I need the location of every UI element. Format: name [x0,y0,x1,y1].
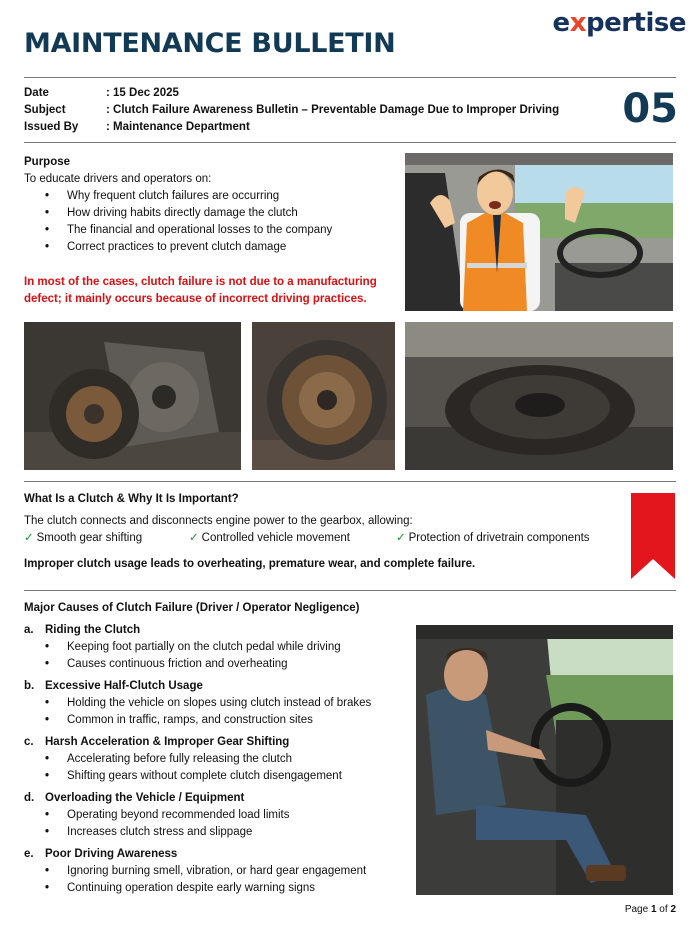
clutch-intro: The clutch connects and disconnects engine power to the gearbox, allowing: [24,515,413,527]
subject-value: : Clutch Failure Awareness Bulletin – Preventable Damage Due to Improper Driving [106,104,560,116]
list-item: • Keeping foot partially on the clutch pedal while driving [24,639,409,656]
check-icon: ✓ [24,532,34,544]
issued-by-value: : Maintenance Department [106,121,250,133]
cause-list [24,751,409,785]
cause-heading: b. Excessive Half-Clutch Usage [24,680,203,692]
section-divider [24,590,676,591]
header-divider [24,77,676,78]
list-item: • Holding the vehicle on slopes using clutch instead of brakes [24,695,409,712]
cause-list [24,807,409,841]
clutch-assembly-photo [24,322,241,470]
bulletin-number: 05 [622,86,678,132]
burnt-clutch-disc-photo [405,322,673,470]
causes-heading: Major Causes of Clutch Failure (Driver / Operator Negligence) [24,602,360,614]
cause-list [24,863,409,897]
cause-heading: c. Harsh Acceleration & Improper Gear Shifting [24,736,290,748]
purpose-heading: Purpose [24,156,71,168]
page-number: Page 1 of 2 [624,904,676,915]
list-item: • Ignoring burning smell, vibration, or hard gear engagement [24,863,409,880]
subject-label: Subject [24,104,66,116]
meta-divider [24,142,676,143]
check-icon: ✓ [189,532,199,544]
benefit-item: ✓ Protection of drivetrain components [396,532,590,544]
purpose-intro: To educate drivers and operators on: [24,173,212,185]
list-item: • Causes continuous friction and overheating [24,656,409,673]
issued-by-label: Issued By [24,121,79,133]
warning-text: In most of the cases, clutch failure is not due to a manufacturing defect; it mainly occurs because of incorrect driving practices. [24,276,377,305]
section-divider [24,481,676,482]
angry-driver-illustration [405,153,673,311]
cause-list [24,639,409,673]
cause-heading: e. Poor Driving Awareness [24,848,178,860]
purpose-section [24,154,399,308]
cause-heading: d. Overloading the Vehicle / Equipment [24,792,245,804]
list-item: • Correct practices to prevent clutch damage [24,239,399,256]
list-item: • Continuing operation despite early warning signs [24,880,409,897]
date-value: : 15 Dec 2025 [106,87,179,99]
cause-list [24,695,409,729]
list-item: • The financial and operational losses to the company [24,222,399,239]
truck-driver-photo [416,625,673,895]
list-item: • Accelerating before fully releasing the clutch [24,751,409,768]
purpose-list [24,188,399,256]
benefit-item: ✓ Smooth gear shifting [24,532,143,544]
clutch-importance-section [24,493,624,570]
benefit-item: ✓ Controlled vehicle movement [189,532,350,544]
clutch-summary: Improper clutch usage leads to overheating, premature wear, and complete failure. [24,558,476,570]
benefits-row [24,530,624,544]
list-item: • How driving habits directly damage the clutch [24,205,399,222]
list-item: • Increases clutch stress and slippage [24,824,409,841]
page-title: MAINTENANCE BULLETIN [24,28,396,59]
expertise-logo: expertise [552,8,686,38]
worn-clutch-plate-photo [252,322,395,470]
list-item: • Common in traffic, ramps, and construction sites [24,712,409,729]
list-item: • Shifting gears without complete clutch disengagement [24,768,409,785]
check-icon: ✓ [396,532,406,544]
list-item: • Why frequent clutch failures are occurring [24,188,399,205]
list-item: • Operating beyond recommended load limits [24,807,409,824]
bulletin-meta [24,87,559,138]
bookmark-ribbon-icon [631,493,675,579]
cause-heading: a. Riding the Clutch [24,624,141,636]
clutch-heading: What Is a Clutch & Why It Is Important? [24,493,239,505]
date-label: Date [24,87,49,99]
causes-section [24,600,409,897]
